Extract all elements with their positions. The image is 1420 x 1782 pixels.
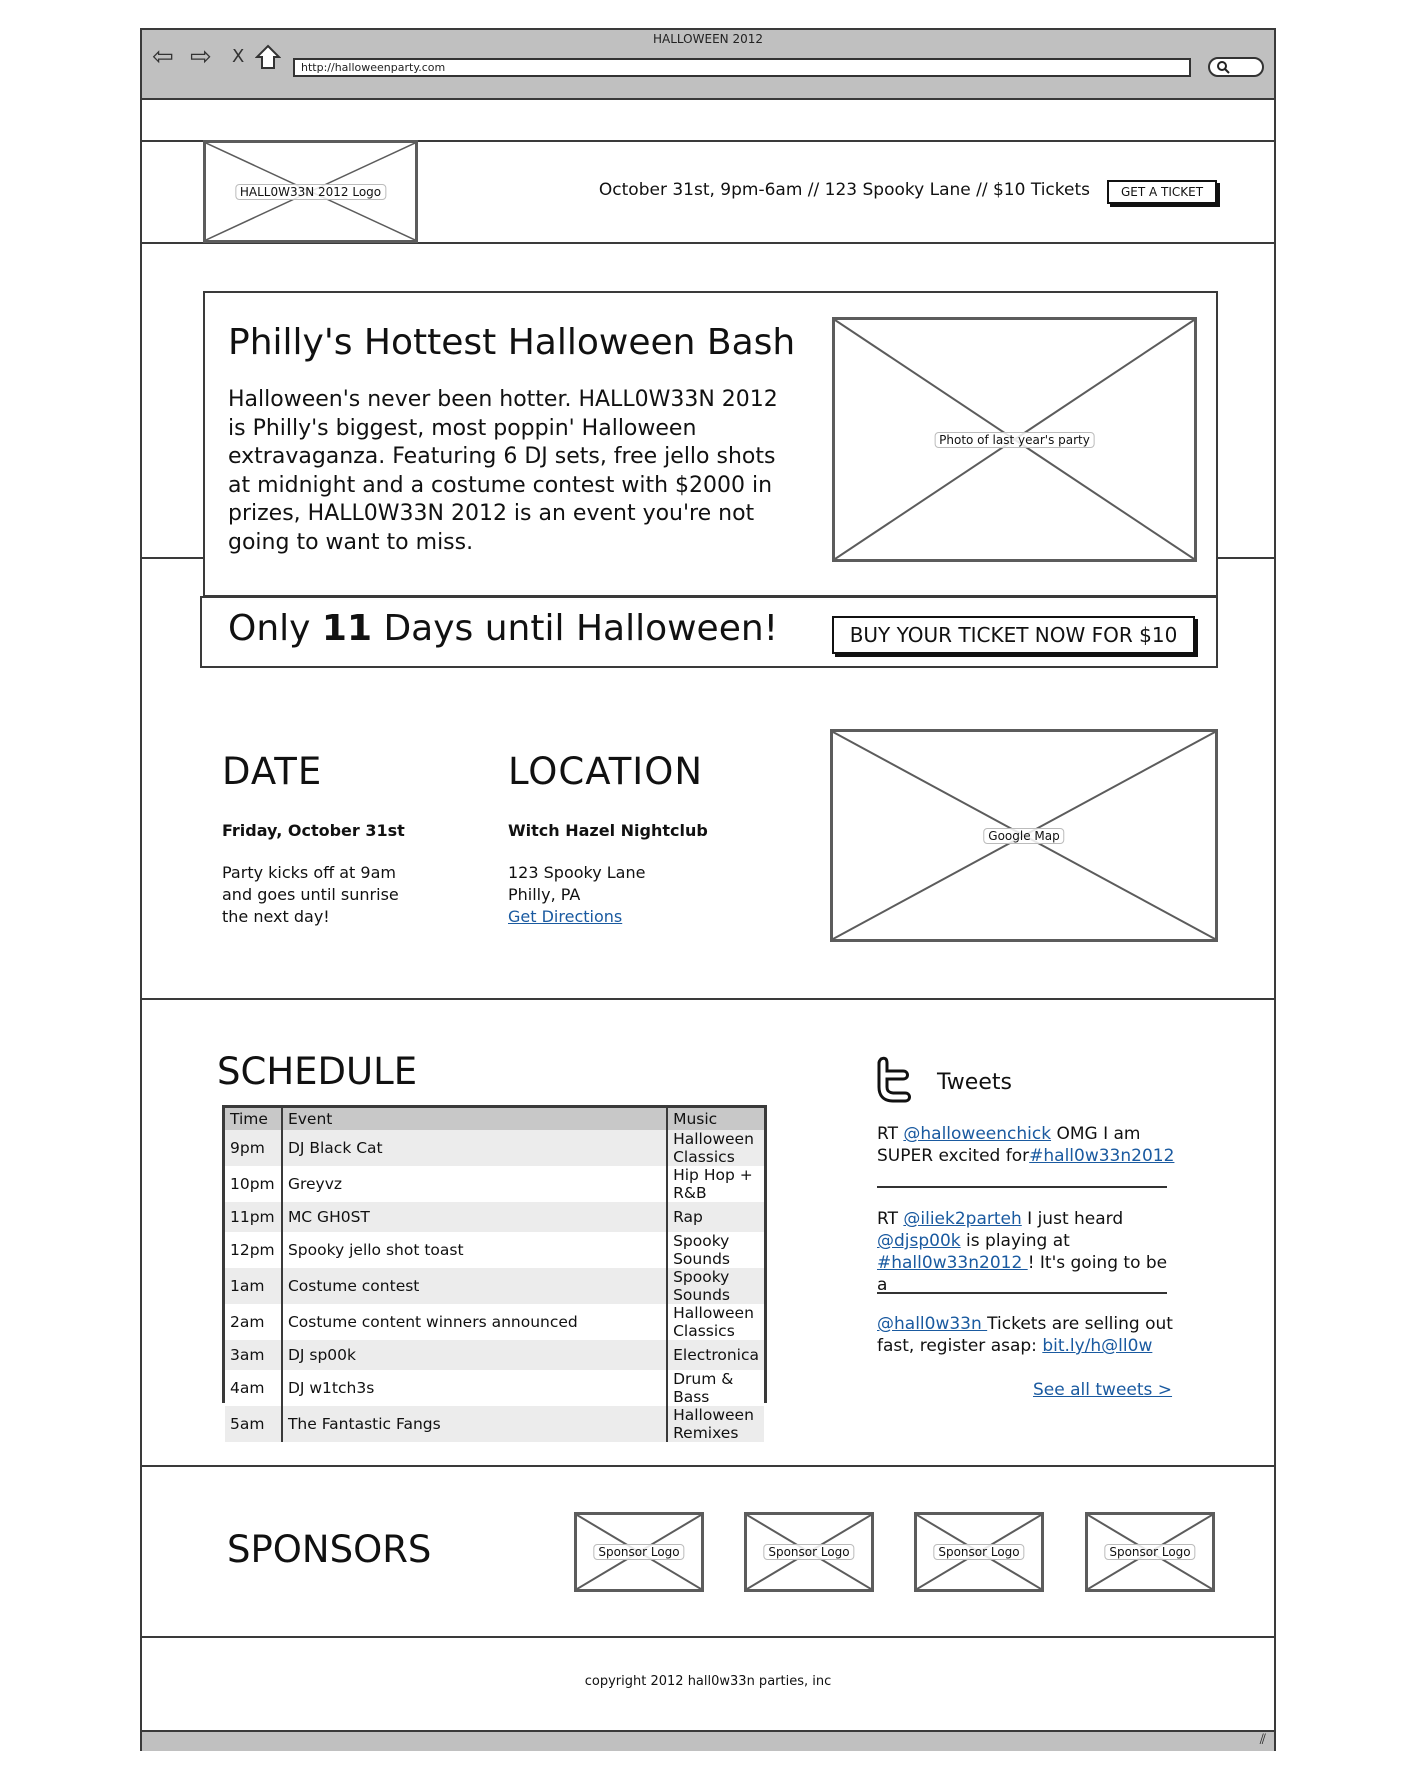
cell-music: Halloween Remixes: [667, 1406, 764, 1442]
sponsor-logo-label: Sponsor Logo: [1104, 1544, 1195, 1560]
venue-name: Witch Hazel Nightclub: [508, 821, 708, 840]
mention-link[interactable]: @hall0w33n: [877, 1314, 988, 1334]
hashtag-link[interactable]: #hall0w33n2012: [877, 1253, 1028, 1273]
cell-time: 2am: [225, 1304, 282, 1340]
mention-link[interactable]: @djsp00k: [877, 1231, 961, 1251]
table-row: [225, 1268, 764, 1304]
sponsors-heading: SPONSORS: [227, 1528, 432, 1571]
tweet-item: [877, 1208, 1177, 1296]
sponsor-logo[interactable]: [1085, 1512, 1215, 1592]
date-details: [222, 862, 399, 928]
logo-label: HALL0W33N 2012 Logo: [235, 184, 386, 200]
countdown-days: 11: [321, 608, 373, 649]
tweet-divider: [877, 1292, 1167, 1294]
tweet-text: RT: [877, 1209, 904, 1229]
cell-time: 5am: [225, 1406, 282, 1442]
search-icon: [1216, 59, 1230, 78]
date-day: Friday, October 31st: [222, 821, 405, 840]
cell-time: 11pm: [225, 1202, 282, 1232]
map-label: Google Map: [983, 828, 1064, 844]
mention-link[interactable]: @halloweenchick: [903, 1124, 1052, 1144]
status-bar: [142, 1730, 1274, 1751]
twitter-icon: [875, 1055, 915, 1107]
cell-music: Rap: [667, 1202, 764, 1232]
cell-event: MC GH0ST: [282, 1202, 667, 1232]
logo-placeholder[interactable]: [203, 140, 418, 243]
window-title: HALLOWEEN 2012: [653, 32, 763, 46]
cell-event: Costume contest: [282, 1268, 667, 1304]
table-row: [225, 1166, 764, 1202]
cell-event: The Fantastic Fangs: [282, 1406, 667, 1442]
short-url-link[interactable]: bit.ly/h@ll0w: [1042, 1336, 1153, 1356]
see-all-tweets-link[interactable]: See all tweets >: [1033, 1380, 1173, 1400]
sponsor-logo[interactable]: [574, 1512, 704, 1592]
countdown-prefix: Only: [228, 608, 322, 649]
tweet-item: [877, 1123, 1177, 1167]
tweet-text: is playing at: [960, 1231, 1070, 1251]
cell-event: DJ Black Cat: [282, 1130, 667, 1166]
tweet-text: Tickets are selling out fast, register asap:: [877, 1314, 1173, 1356]
hero-title: Philly's Hottest Halloween Bash: [228, 322, 796, 363]
date-line: the next day!: [222, 907, 330, 926]
table-row: [225, 1130, 764, 1166]
mention-link[interactable]: @iliek2parteh: [903, 1209, 1022, 1229]
table-row: [225, 1370, 764, 1406]
schedule-table: [222, 1105, 767, 1442]
tweet-text: OMG I am SUPER excited for: [877, 1124, 1141, 1166]
cell-time: 1am: [225, 1268, 282, 1304]
get-ticket-button[interactable]: GET A TICKET: [1107, 180, 1217, 204]
forward-arrow-icon[interactable]: ⇨: [190, 42, 212, 72]
tweet-text: I just heard: [1021, 1209, 1124, 1229]
cell-music: Spooky Sounds: [667, 1232, 764, 1268]
cell-music: Electronica: [667, 1340, 764, 1370]
tweet-divider: [877, 1186, 1167, 1188]
table-row: [225, 1406, 764, 1442]
sponsor-logo-label: Sponsor Logo: [933, 1544, 1024, 1560]
back-arrow-icon[interactable]: ⇦: [152, 42, 174, 72]
sponsor-logo-label: Sponsor Logo: [763, 1544, 854, 1560]
cell-event: DJ w1tch3s: [282, 1370, 667, 1406]
cell-time: 4am: [225, 1370, 282, 1406]
address-line: 123 Spooky Lane: [508, 863, 646, 882]
cell-event: Costume content winners announced: [282, 1304, 667, 1340]
cell-music: Hip Hop + R&B: [667, 1166, 764, 1202]
tweets-heading: Tweets: [937, 1070, 1012, 1095]
event-summary: October 31st, 9pm-6am // 123 Spooky Lane // $10 Tickets: [598, 180, 1090, 200]
sponsor-logo[interactable]: [914, 1512, 1044, 1592]
right-side-rule: [1218, 557, 1276, 559]
cell-time: 9pm: [225, 1130, 282, 1166]
stop-icon[interactable]: X: [232, 46, 245, 67]
column-header-time: Time: [225, 1108, 282, 1130]
browser-search-button[interactable]: [1208, 57, 1264, 77]
sponsor-logo-label: Sponsor Logo: [593, 1544, 684, 1560]
table-row: [225, 1232, 764, 1268]
tweet-text: RT: [877, 1124, 904, 1144]
map-placeholder[interactable]: [830, 729, 1218, 942]
tweet-text: ! It's going to be a: [877, 1253, 1168, 1295]
address-line: Philly, PA: [508, 885, 581, 904]
cell-music: Spooky Sounds: [667, 1268, 764, 1304]
photo-label: Photo of last year's party: [934, 432, 1095, 448]
cell-music: Halloween Classics: [667, 1304, 764, 1340]
section-divider: [142, 998, 1276, 1000]
tweet-item: [877, 1313, 1177, 1357]
location-heading: LOCATION: [508, 750, 704, 793]
table-header-row: [225, 1108, 764, 1130]
cell-event: Greyvz: [282, 1166, 667, 1202]
table-row: [225, 1202, 764, 1232]
get-directions-link[interactable]: Get Directions: [508, 907, 623, 926]
column-header-event: Event: [282, 1108, 667, 1130]
cell-time: 3am: [225, 1340, 282, 1370]
cell-event: DJ sp00k: [282, 1340, 667, 1370]
url-bar[interactable]: http://halloweenparty.com: [293, 58, 1191, 77]
hero-description: Halloween's never been hotter. HALL0W33N 2012 is Philly's biggest, most poppin' Halloween extravaganza. Featuring 6 DJ sets, free jello shots at midnight and a costume contest with $2000 in prizes, HALL0W33N 2012 is an event you're not going to want to miss.: [228, 387, 778, 555]
copyright-text: copyright 2012 hall0w33n parties, inc: [584, 1674, 832, 1689]
table-row: [225, 1304, 764, 1340]
party-photo-placeholder: [832, 317, 1197, 562]
sponsors-bottom-rule: [140, 1636, 1276, 1638]
sponsors-top-rule: [140, 1465, 1276, 1467]
cell-time: 12pm: [225, 1232, 282, 1268]
date-line: Party kicks off at 9am: [222, 863, 396, 882]
schedule-heading: SCHEDULE: [217, 1050, 418, 1093]
date-heading: DATE: [222, 750, 323, 793]
cell-event: Spooky jello shot toast: [282, 1232, 667, 1268]
countdown-text: [228, 608, 778, 649]
cell-time: 10pm: [225, 1166, 282, 1202]
cell-music: Drum & Bass: [667, 1370, 764, 1406]
left-side-rule: [142, 557, 203, 559]
buy-ticket-button[interactable]: BUY YOUR TICKET NOW FOR $10: [832, 616, 1195, 654]
date-line: and goes until sunrise: [222, 885, 399, 904]
sponsor-logo[interactable]: [744, 1512, 874, 1592]
hashtag-link[interactable]: #hall0w33n2012: [1029, 1146, 1175, 1166]
resize-grip-icon[interactable]: ⫽: [1259, 1732, 1266, 1748]
location-details: [508, 862, 645, 928]
countdown-suffix: Days until Halloween!: [372, 608, 779, 649]
table-row: [225, 1340, 764, 1370]
home-icon[interactable]: [255, 44, 281, 75]
cell-music: Halloween Classics: [667, 1130, 764, 1166]
column-header-music: Music: [667, 1108, 764, 1130]
